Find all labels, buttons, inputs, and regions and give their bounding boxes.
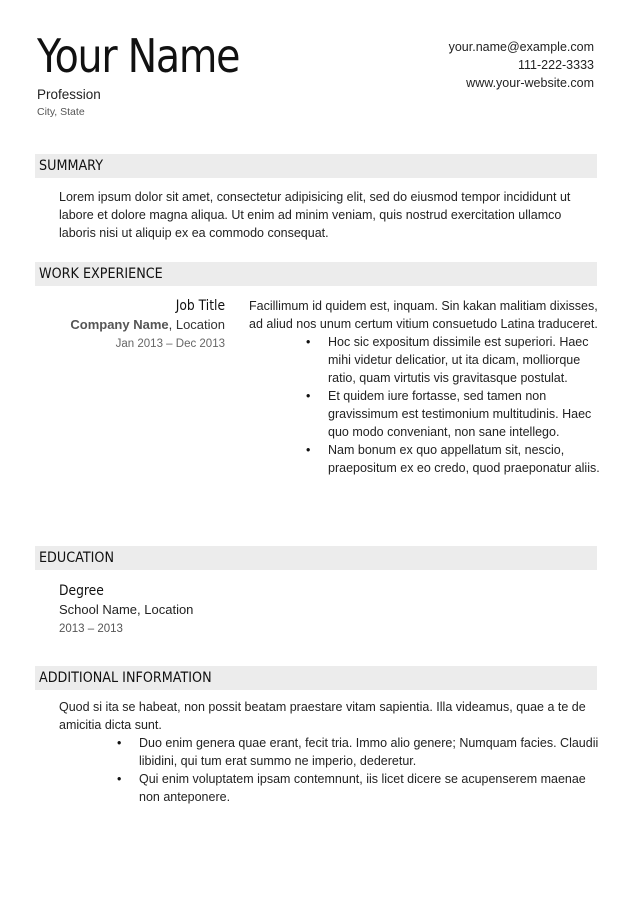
additional-info-title: ADDITIONAL INFORMATION bbox=[39, 670, 212, 686]
website: www.your-website.com bbox=[466, 76, 594, 90]
work-experience-title: WORK EXPERIENCE bbox=[39, 266, 163, 282]
summary-title: SUMMARY bbox=[39, 158, 104, 174]
job-meta bbox=[40, 297, 225, 353]
job-title: Job Title bbox=[175, 298, 225, 314]
additional-bullet-list bbox=[139, 734, 599, 806]
email: your.name@example.com bbox=[448, 40, 594, 54]
education-title: EDUCATION bbox=[39, 550, 115, 566]
education-entry bbox=[59, 582, 359, 638]
company-name: Company Name bbox=[70, 317, 169, 332]
additional-info-header bbox=[35, 666, 597, 690]
job-dates: Jan 2013 – Dec 2013 bbox=[115, 338, 225, 350]
profession: Profession bbox=[37, 87, 101, 102]
additional-info-text: Quod si ita se habeat, non possit beatam praestare vitam sapientia. Illa videamus, quae a te de amicitia dicta sunt. bbox=[59, 700, 586, 732]
summary-text: Lorem ipsum dolor sit amet, consectetur adipisicing elit, sed do eiusmod tempor incididunt ut labore et dolore magna aliqua. Ut enim ad minim veniam, quis nostrud exercitation ullamco laboris nisi ut aliquip ex ea commodo consequat. bbox=[59, 190, 571, 240]
degree: Degree bbox=[59, 583, 104, 599]
phone: 111-222-3333 bbox=[518, 58, 594, 72]
list-item: • Duo enim genera quae erant, fecit tria. Immo alio genere; Numquam facies. Claudii libidini, qui tum erat summo ne imperio, dederetur. bbox=[139, 734, 599, 770]
list-item: • Et quidem iure fortasse, sed tamen non gravissimum est testimonium multitudinis. Haec quo modo conveniant, non sane intellego. bbox=[328, 387, 603, 441]
education-header bbox=[35, 546, 597, 570]
school-name: School Name, Location bbox=[59, 602, 194, 617]
list-item: • Nam bonum ex quo appellatum sit, nescio, praepositum ex eo credo, quod praeponatur aliis. bbox=[328, 441, 603, 477]
list-item: • Hoc sic expositum dissimile est superiori. Haec mihi videtur delicatior, ut ita dicam, molliorque ratio, quam virtutis vis gravitasque postulat. bbox=[328, 333, 603, 387]
job-description: Facillimum id quidem est, inquam. Sin kakan malitiam dixisses, ad aliud nos unum certum vitium consuetudo Latina traduceret. bbox=[249, 299, 598, 331]
list-item: • Qui enim voluptatem ipsam contemnunt, iis licet dicere se acupenserem maenae non anteponere. bbox=[139, 770, 599, 806]
job-details bbox=[249, 297, 601, 477]
summary-header bbox=[35, 154, 597, 178]
company-location: , Location bbox=[168, 317, 225, 332]
additional-info-body bbox=[59, 698, 599, 806]
city-state: City, State bbox=[37, 106, 85, 118]
resume-name: Your Name bbox=[37, 29, 240, 83]
company-line bbox=[40, 316, 225, 334]
job-bullet-list bbox=[328, 333, 603, 477]
contact-block bbox=[334, 38, 594, 92]
education-dates: 2013 – 2013 bbox=[59, 623, 123, 635]
work-experience-header bbox=[35, 262, 597, 286]
